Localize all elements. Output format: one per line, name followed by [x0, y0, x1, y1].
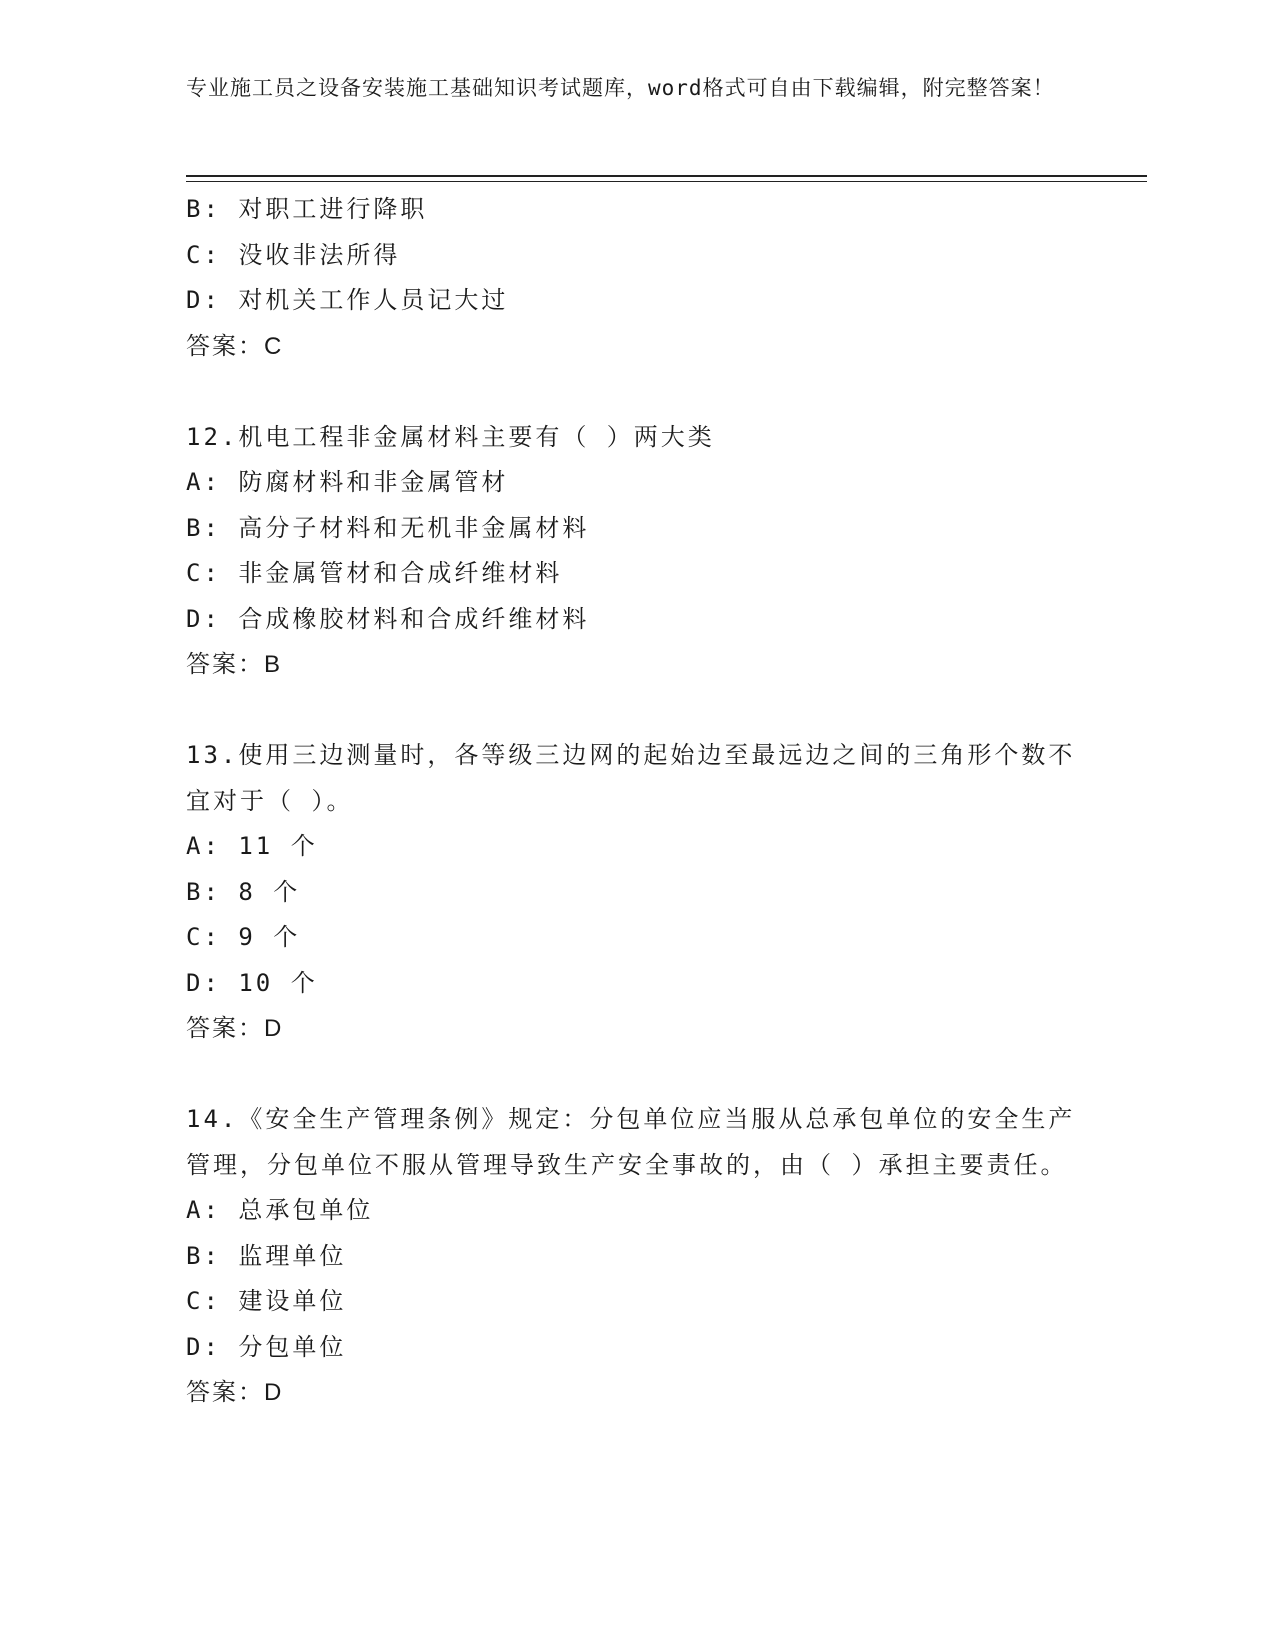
option-d: D: 合成橡胶材料和合成纤维材料	[186, 604, 590, 633]
option-d: D: 分包单位	[186, 1332, 347, 1361]
question-list	[186, 187, 1086, 1416]
document-title: 专业施工员之设备安装施工基础知识考试题库，word格式可自由下载编辑，附完整答案！	[186, 76, 1055, 100]
option-c: C: 建设单位	[186, 1287, 347, 1315]
spacer	[186, 369, 1086, 415]
header-divider	[186, 175, 1147, 177]
question-text: 14.《安全生产管理条例》规定：分包单位应当服从总承包单位的安全生产管理，分包单位不服从管理导致生产安全事故的，由（ ）承担主要责任。	[186, 1105, 1076, 1179]
option-d: D: 10 个	[186, 968, 318, 997]
option-d: D: 对机关工作人员记大过	[186, 286, 509, 314]
question-text: 12.机电工程非金属材料主要有（ ）两大类	[186, 422, 715, 451]
option-a: A: 防腐材料和非金属管材	[186, 468, 509, 496]
spacer	[186, 1052, 1086, 1098]
option-c: C: 9 个	[186, 923, 301, 951]
answer-line: 答案：D	[186, 1379, 284, 1406]
answer-line: 答案：B	[186, 651, 283, 678]
spacer	[186, 688, 1086, 734]
option-b: B: 高分子材料和无机非金属材料	[186, 513, 590, 542]
question-14	[186, 1097, 1086, 1416]
question-continued	[186, 187, 1086, 369]
header-divider-thin	[186, 181, 1147, 182]
question-13	[186, 733, 1086, 1052]
answer-line: 答案：D	[186, 1015, 284, 1042]
document-header	[186, 72, 1086, 105]
question-12	[186, 415, 1086, 688]
option-a: A: 总承包单位	[186, 1196, 374, 1224]
option-c: C: 非金属管材和合成纤维材料	[186, 559, 563, 587]
option-c: C: 没收非法所得	[186, 240, 401, 269]
option-b: B: 对职工进行降职	[186, 195, 428, 223]
question-text: 13.使用三边测量时，各等级三边网的起始边至最远边之间的三角形个数不宜对于（ ）。	[186, 741, 1076, 815]
option-a: A: 11 个	[186, 832, 318, 860]
answer-line: 答案：C	[186, 332, 284, 360]
option-b: B: 监理单位	[186, 1241, 347, 1270]
option-b: B: 8 个	[186, 877, 301, 906]
